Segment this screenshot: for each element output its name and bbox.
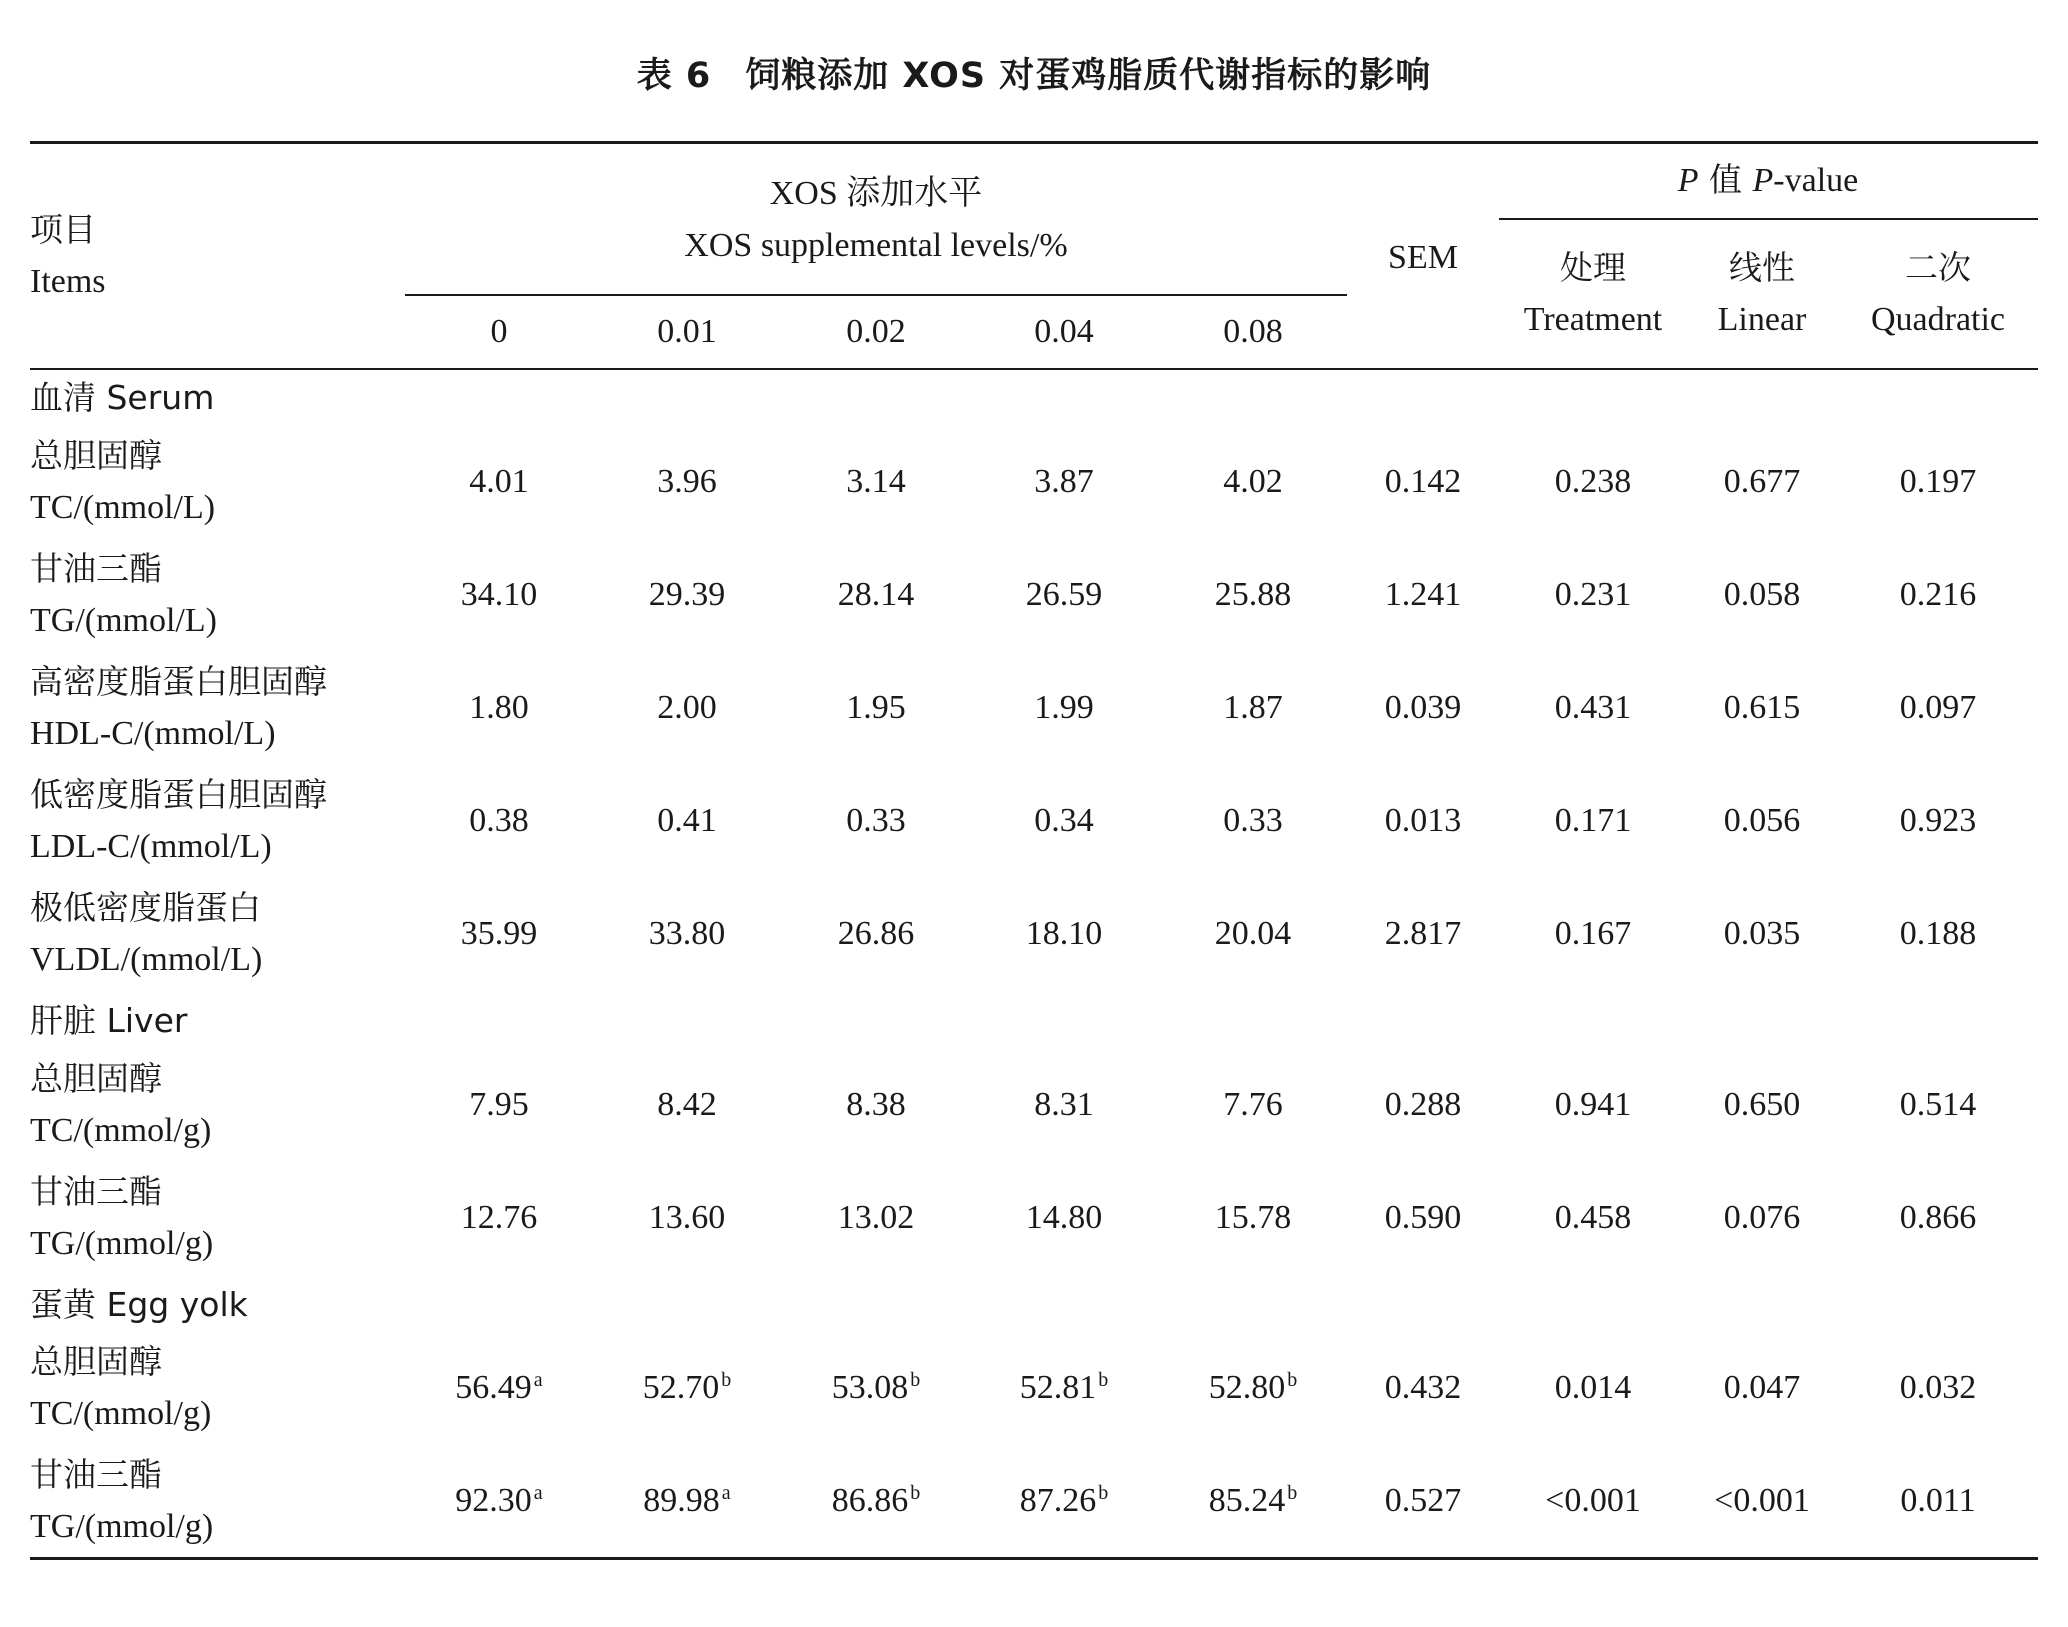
row-sem: 2.817	[1384, 915, 1462, 952]
row-p-linear: 0.047	[1723, 1369, 1801, 1406]
section-liver: 肝脏 Liver	[30, 1001, 188, 1040]
xos-group-rule	[405, 294, 1347, 296]
row-p-treatment: 0.171	[1554, 802, 1632, 839]
value-number: 3.87	[1034, 463, 1094, 500]
row-value-level-3	[1026, 1192, 1103, 1244]
value-number: 35.99	[460, 915, 538, 952]
row-item	[30, 543, 217, 647]
header-level-1: 0.01	[657, 313, 717, 350]
value-number: 8.38	[846, 1086, 906, 1123]
row-p-treatment: <0.001	[1545, 1482, 1641, 1519]
value-number: 3.96	[657, 463, 717, 500]
header-items	[30, 204, 106, 308]
value-number: 7.76	[1223, 1086, 1283, 1123]
row-value-level-2	[846, 795, 906, 847]
row-item-cn: 总胆固醇	[30, 1342, 162, 1381]
row-p-linear: <0.001	[1714, 1482, 1810, 1519]
value-number: 13.60	[648, 1199, 726, 1236]
row-item-cn: 极低密度脂蛋白	[30, 888, 261, 927]
value-number: 0.41	[657, 802, 717, 839]
row-value-level-2	[832, 1475, 921, 1527]
row-sem: 0.590	[1384, 1199, 1462, 1236]
row-sem: 0.432	[1384, 1369, 1462, 1406]
p-value-group-rule	[1499, 218, 2038, 220]
header-linear-en: Linear	[1717, 301, 1807, 338]
row-p-linear: 0.650	[1723, 1086, 1801, 1123]
significance-superscript: b	[1098, 1481, 1109, 1504]
row-item-en: VLDL/(mmol/L)	[30, 941, 263, 978]
value-number: 53.08	[831, 1369, 909, 1406]
value-number: 8.42	[657, 1086, 717, 1123]
row-item-en: TC/(mmol/L)	[30, 489, 216, 526]
value-number: 1.99	[1034, 689, 1094, 726]
row-p-treatment: 0.231	[1554, 576, 1632, 613]
row-value-level-0	[461, 908, 538, 960]
row-value-level-4	[1209, 1475, 1298, 1527]
significance-superscript: b	[1287, 1481, 1298, 1504]
row-p-linear: 0.677	[1723, 463, 1801, 500]
row-value-level-1	[657, 1079, 717, 1131]
row-p-linear: 0.615	[1723, 689, 1801, 726]
value-number: 15.78	[1214, 1199, 1292, 1236]
row-value-level-3	[1020, 1362, 1109, 1414]
row-item	[30, 1449, 213, 1553]
row-sem: 1.241	[1384, 576, 1462, 613]
header-level-0: 0	[490, 313, 508, 350]
row-value-level-1	[657, 795, 717, 847]
row-sem: 0.288	[1384, 1086, 1462, 1123]
value-number: 3.14	[846, 463, 906, 500]
value-number: 28.14	[837, 576, 915, 613]
row-value-level-2	[838, 1192, 915, 1244]
row-value-level-1	[649, 908, 726, 960]
value-number: 85.24	[1208, 1482, 1286, 1519]
row-value-level-3	[1034, 795, 1094, 847]
value-number: 1.87	[1223, 689, 1283, 726]
significance-superscript: b	[1098, 1368, 1109, 1391]
row-p-linear: 0.076	[1723, 1199, 1801, 1236]
row-value-level-2	[846, 1079, 906, 1131]
header-p-en-symbol: P	[1752, 162, 1774, 199]
row-item-cn: 总胆固醇	[30, 436, 162, 475]
row-value-level-2	[838, 908, 915, 960]
row-value-level-2	[846, 456, 906, 508]
row-value-level-1	[643, 1475, 730, 1527]
row-item-cn: 甘油三酯	[30, 549, 162, 588]
value-number: 1.80	[469, 689, 529, 726]
row-value-level-1	[643, 1362, 732, 1414]
header-bottom-rule	[30, 368, 2038, 370]
row-value-level-3	[1020, 1475, 1109, 1527]
row-item-en: TG/(mmol/L)	[30, 602, 217, 639]
row-p-treatment: 0.431	[1554, 689, 1632, 726]
row-p-quadratic: 0.188	[1899, 915, 1977, 952]
row-item-en: HDL-C/(mmol/L)	[30, 715, 276, 752]
value-number: 7.95	[469, 1086, 529, 1123]
row-p-quadratic: 0.514	[1899, 1086, 1977, 1123]
header-quadratic-cn: 二次	[1904, 248, 1971, 287]
row-item	[30, 656, 327, 760]
row-item-cn: 高密度脂蛋白胆固醇	[30, 662, 327, 701]
row-p-linear: 0.035	[1723, 915, 1801, 952]
value-number: 87.26	[1019, 1482, 1097, 1519]
row-value-level-4	[1223, 1079, 1283, 1131]
value-number: 4.01	[469, 463, 529, 500]
header-level-4: 0.08	[1223, 313, 1283, 350]
row-item-en: TC/(mmol/g)	[30, 1112, 212, 1149]
row-p-linear: 0.056	[1723, 802, 1801, 839]
value-number: 33.80	[648, 915, 726, 952]
row-item	[30, 769, 327, 873]
row-value-level-4	[1215, 908, 1292, 960]
row-value-level-1	[657, 456, 717, 508]
table-caption: 饲粮添加 XOS 对蛋鸡脂质代谢指标的影响	[745, 56, 1432, 96]
header-sem: SEM	[1388, 239, 1458, 276]
value-number: 26.59	[1025, 576, 1103, 613]
row-p-quadratic: 0.866	[1899, 1199, 1977, 1236]
header-treatment	[1524, 242, 1663, 346]
row-value-level-0	[461, 1192, 538, 1244]
header-linear-cn: 线性	[1729, 248, 1795, 287]
row-value-level-4	[1223, 682, 1283, 734]
row-value-level-1	[657, 682, 717, 734]
significance-superscript: b	[910, 1481, 921, 1504]
header-level-2: 0.02	[846, 313, 906, 350]
header-items-cn: 项目	[30, 210, 96, 249]
section-egg-yolk: 蛋黄 Egg yolk	[30, 1285, 248, 1324]
row-p-treatment: 0.238	[1554, 463, 1632, 500]
row-item	[30, 882, 262, 986]
row-item-cn: 低密度脂蛋白胆固醇	[30, 775, 327, 814]
significance-superscript: a	[721, 1481, 731, 1504]
significance-superscript: a	[533, 1481, 543, 1504]
row-value-level-4	[1209, 1362, 1298, 1414]
row-sem: 0.142	[1384, 463, 1462, 500]
row-item-en: TC/(mmol/g)	[30, 1395, 212, 1432]
value-number: 92.30	[455, 1482, 532, 1519]
row-value-level-4	[1215, 569, 1292, 621]
header-treatment-en: Treatment	[1523, 301, 1663, 338]
significance-superscript: b	[721, 1368, 732, 1391]
row-p-treatment: 0.014	[1554, 1369, 1632, 1406]
row-value-level-1	[649, 1192, 726, 1244]
value-number: 2.00	[657, 689, 717, 726]
header-quadratic	[1871, 242, 2005, 346]
header-level-3: 0.04	[1034, 313, 1094, 350]
row-value-level-2	[832, 1362, 921, 1414]
row-p-quadratic: 0.011	[1900, 1482, 1976, 1519]
value-number: 56.49	[455, 1369, 532, 1406]
value-number: 89.98	[643, 1482, 720, 1519]
header-items-en: Items	[30, 263, 106, 300]
row-value-level-3	[1034, 1079, 1094, 1131]
row-value-level-3	[1026, 569, 1103, 621]
value-number: 52.81	[1019, 1369, 1097, 1406]
row-value-level-0	[461, 569, 538, 621]
row-value-level-1	[649, 569, 726, 621]
header-treatment-cn: 处理	[1559, 248, 1626, 287]
value-number: 20.04	[1214, 915, 1292, 952]
significance-superscript: b	[910, 1368, 921, 1391]
header-quadratic-en: Quadratic	[1870, 301, 2006, 338]
row-value-level-0	[455, 1362, 542, 1414]
row-item	[30, 1336, 211, 1440]
value-number: 18.10	[1025, 915, 1103, 952]
row-value-level-3	[1034, 682, 1094, 734]
top-rule	[30, 141, 2038, 144]
row-p-quadratic: 0.923	[1899, 802, 1977, 839]
row-p-treatment: 0.941	[1554, 1086, 1632, 1123]
value-number: 34.10	[460, 576, 538, 613]
row-value-level-0	[455, 1475, 542, 1527]
value-number: 0.34	[1034, 802, 1094, 839]
significance-superscript: b	[1287, 1368, 1298, 1391]
row-value-level-0	[469, 456, 529, 508]
row-item-en: TG/(mmol/g)	[30, 1508, 214, 1545]
row-value-level-3	[1026, 908, 1103, 960]
row-value-level-2	[846, 682, 906, 734]
value-number: 52.70	[642, 1369, 720, 1406]
value-number: 29.39	[648, 576, 726, 613]
value-number: 13.02	[837, 1199, 915, 1236]
value-number: 12.76	[460, 1199, 538, 1236]
header-p-symbol: P	[1677, 162, 1699, 199]
value-number: 8.31	[1034, 1086, 1094, 1123]
row-value-level-2	[838, 569, 915, 621]
value-number: 14.80	[1025, 1199, 1103, 1236]
row-item	[30, 1053, 211, 1157]
row-value-level-4	[1215, 1192, 1292, 1244]
row-item-cn: 甘油三酯	[30, 1172, 162, 1211]
value-number: 86.86	[831, 1482, 909, 1519]
row-p-quadratic: 0.216	[1899, 576, 1977, 613]
header-p-value	[1678, 154, 1859, 207]
section-serum: 血清 Serum	[30, 378, 215, 417]
value-number: 26.86	[837, 915, 915, 952]
row-item-en: LDL-C/(mmol/L)	[30, 828, 272, 865]
row-p-treatment: 0.167	[1554, 915, 1632, 952]
row-value-level-4	[1223, 795, 1283, 847]
row-sem: 0.013	[1384, 802, 1462, 839]
row-sem: 0.527	[1384, 1482, 1462, 1519]
value-number: 52.80	[1208, 1369, 1286, 1406]
bottom-rule	[30, 1557, 2038, 1560]
header-xos-cn: XOS 添加水平	[769, 175, 983, 212]
table-title	[0, 48, 2068, 98]
row-p-quadratic: 0.197	[1899, 463, 1977, 500]
row-p-quadratic: 0.032	[1899, 1369, 1977, 1406]
row-p-quadratic: 0.097	[1899, 689, 1977, 726]
row-item-cn: 甘油三酯	[30, 1455, 162, 1494]
row-value-level-0	[469, 682, 529, 734]
row-p-linear: 0.058	[1723, 576, 1801, 613]
row-item	[30, 1166, 213, 1270]
row-item	[30, 430, 215, 534]
row-value-level-3	[1034, 456, 1094, 508]
row-p-treatment: 0.458	[1554, 1199, 1632, 1236]
table-number: 表 6	[636, 56, 712, 96]
significance-superscript: a	[533, 1368, 543, 1391]
row-value-level-0	[469, 795, 529, 847]
row-value-level-4	[1223, 456, 1283, 508]
header-p-en: -value	[1773, 162, 1859, 199]
value-number: 0.33	[846, 802, 906, 839]
value-number: 0.33	[1223, 802, 1283, 839]
row-sem: 0.039	[1384, 689, 1462, 726]
value-number: 25.88	[1214, 576, 1292, 613]
value-number: 4.02	[1223, 463, 1283, 500]
value-number: 1.95	[846, 689, 906, 726]
header-xos-en: XOS supplemental levels/%	[684, 227, 1068, 264]
row-item-en: TG/(mmol/g)	[30, 1225, 214, 1262]
header-p-cn: 值	[1698, 160, 1753, 199]
row-item-cn: 总胆固醇	[30, 1059, 162, 1098]
row-value-level-0	[469, 1079, 529, 1131]
value-number: 0.38	[469, 802, 529, 839]
header-linear	[1718, 242, 1807, 346]
